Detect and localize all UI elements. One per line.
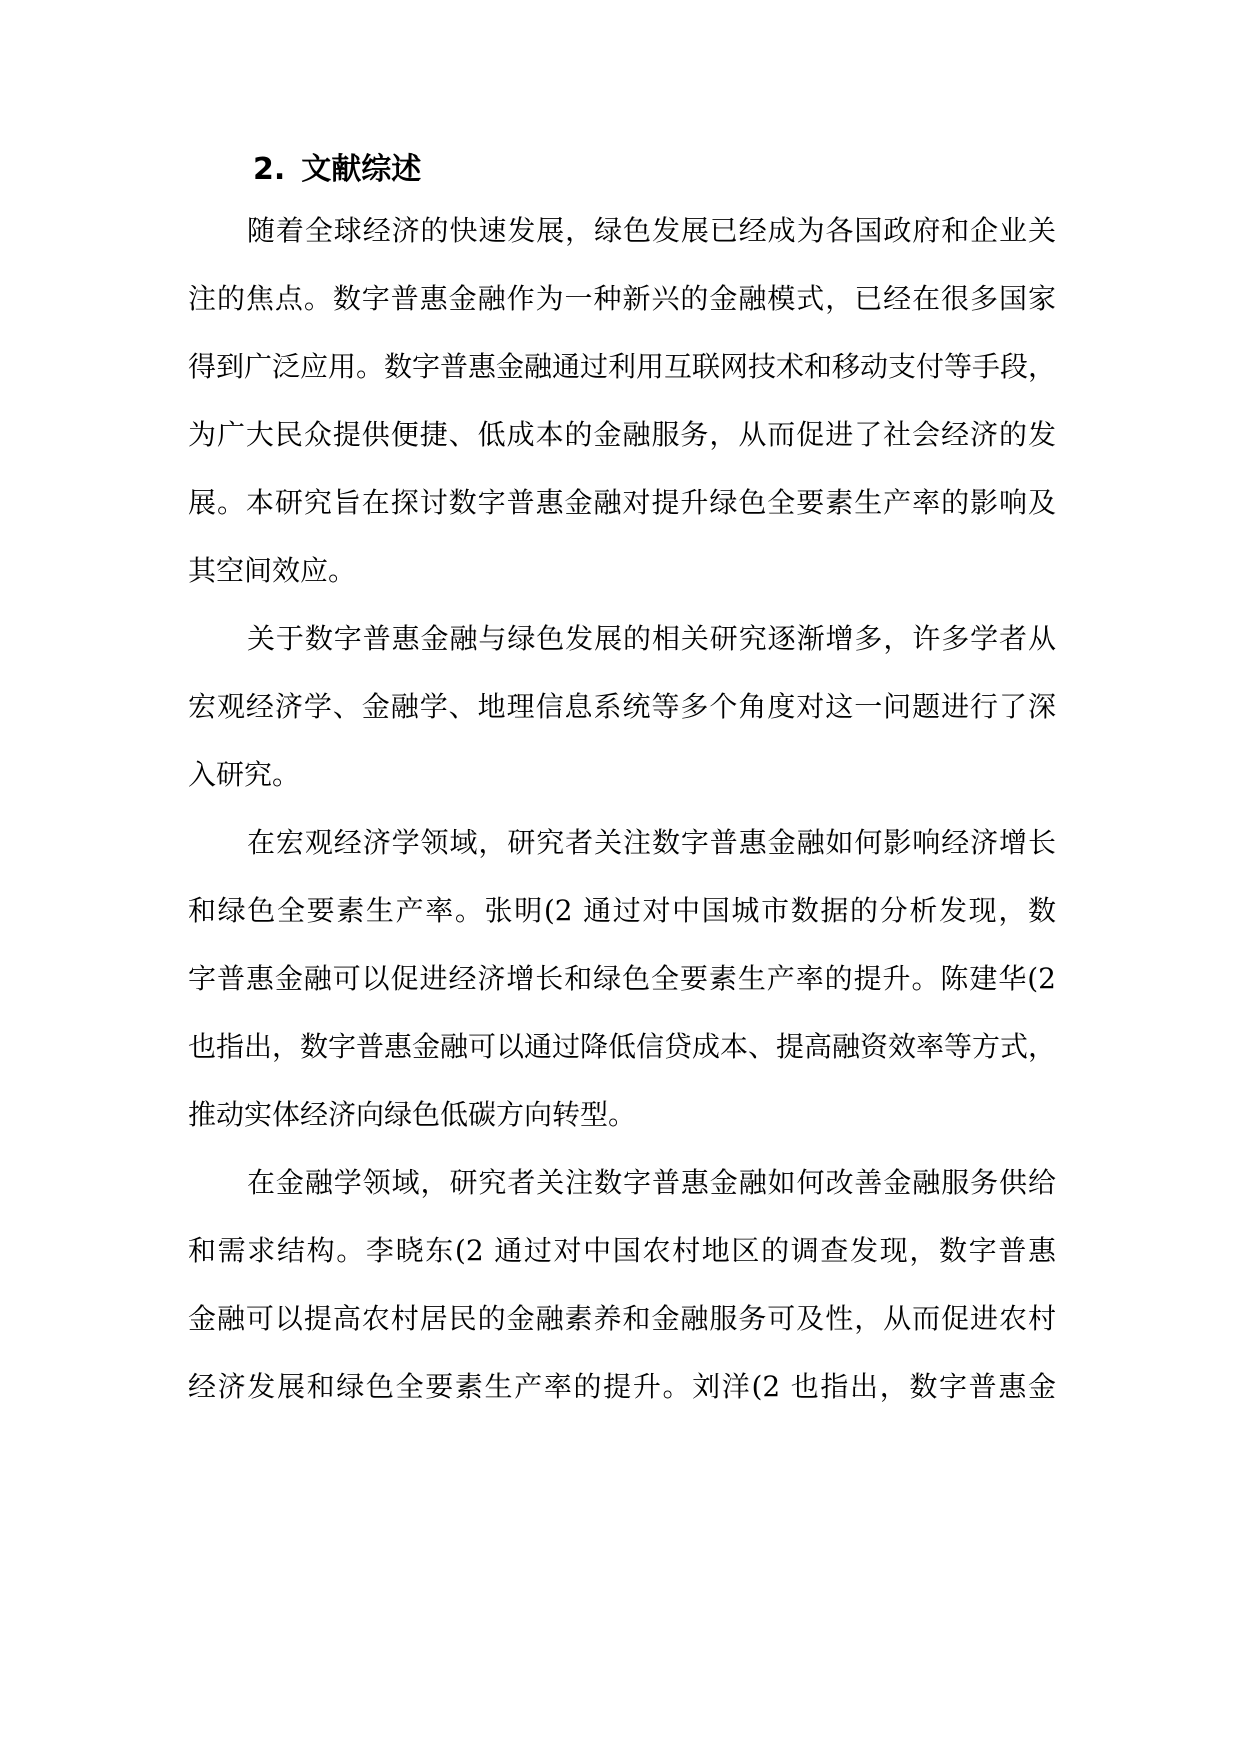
paragraph-line: 关于数字普惠金融与绿色发展的相关研究逐渐增多，许多学者从 — [247, 622, 1056, 655]
paragraph-line: 字普惠金融可以促进经济增长和绿色全要素生产率的提升。陈建华(2 — [188, 962, 1056, 995]
paragraph-line: 和绿色全要素生产率。张明(2 通过对中国城市数据的分析发现，数 — [188, 894, 1056, 927]
paragraph-line: 注的焦点。数字普惠金融作为一种新兴的金融模式，已经在很多国家 — [188, 282, 1056, 315]
paragraph-line: 展。本研究旨在探讨数字普惠金融对提升绿色全要素生产率的影响及 — [188, 486, 1056, 519]
paragraph-line: 随着全球经济的快速发展，绿色发展已经成为各国政府和企业关 — [247, 214, 1056, 247]
paragraph-line: 其空间效应。 — [188, 554, 357, 587]
paragraph-line: 也指出，数字普惠金融可以通过降低信贷成本、提高融资效率等方式， — [188, 1030, 1057, 1063]
paragraph-line: 金融可以提高农村居民的金融素养和金融服务可及性，从而促进农村 — [188, 1302, 1056, 1335]
paragraph-line: 推动实体经济向绿色低碳方向转型。 — [188, 1098, 637, 1131]
paragraph-line: 宏观经济学、金融学、地理信息系统等多个角度对这一问题进行了深 — [188, 690, 1056, 723]
paragraph-line: 在宏观经济学领域，研究者关注数字普惠金融如何影响经济增长 — [247, 826, 1056, 859]
paragraph-line: 在金融学领域，研究者关注数字普惠金融如何改善金融服务供给 — [247, 1166, 1056, 1199]
section-title: 文献综述 — [301, 152, 422, 187]
paragraph-line: 经济发展和绿色全要素生产率的提升。刘洋(2 也指出，数字普惠金 — [188, 1370, 1056, 1403]
section-heading — [253, 150, 421, 190]
paragraph-line: 和需求结构。李晓东(2 通过对中国农村地区的调查发现，数字普惠 — [188, 1234, 1056, 1267]
section-number: 2. — [253, 152, 286, 187]
paragraph-line: 得到广泛应用。数字普惠金融通过利用互联网技术和移动支付等手段， — [188, 350, 1057, 383]
paragraph-line: 入研究。 — [188, 758, 301, 791]
paragraph-line: 为广大民众提供便捷、低成本的金融服务，从而促进了社会经济的发 — [188, 418, 1056, 451]
